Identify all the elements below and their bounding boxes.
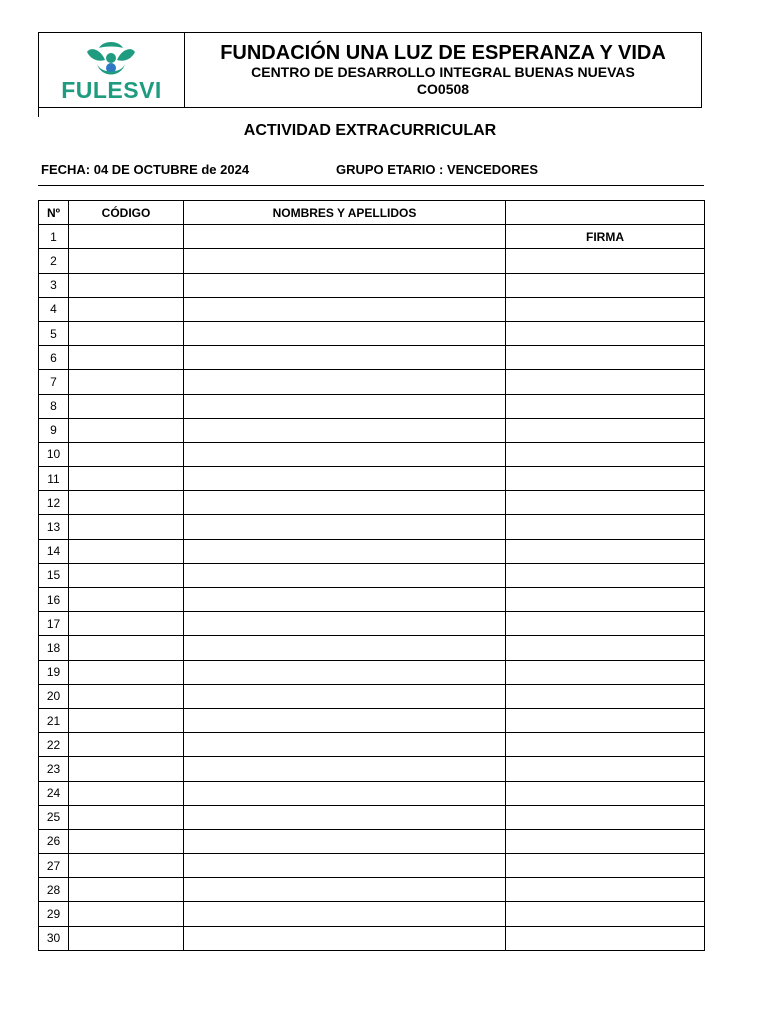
- table-header-row: [39, 201, 705, 225]
- row-number: 23: [39, 757, 69, 781]
- names-cell[interactable]: [184, 249, 506, 273]
- signature-cell[interactable]: [506, 733, 705, 757]
- table-row: [39, 370, 705, 394]
- names-cell[interactable]: [184, 636, 506, 660]
- table-row: [39, 225, 705, 249]
- row-number: 22: [39, 733, 69, 757]
- attendance-table: [38, 200, 705, 951]
- names-cell[interactable]: [184, 733, 506, 757]
- signature-cell[interactable]: [506, 539, 705, 563]
- names-cell[interactable]: [184, 926, 506, 950]
- code-cell[interactable]: [69, 733, 184, 757]
- names-cell[interactable]: [184, 225, 506, 249]
- code-cell[interactable]: [69, 394, 184, 418]
- logo-cell: [39, 33, 185, 107]
- names-cell[interactable]: [184, 321, 506, 345]
- names-cell[interactable]: [184, 467, 506, 491]
- signature-cell[interactable]: [506, 660, 705, 684]
- code-cell[interactable]: [69, 660, 184, 684]
- border-tick: [38, 108, 39, 117]
- names-cell[interactable]: [184, 660, 506, 684]
- signature-cell[interactable]: [506, 491, 705, 515]
- names-cell[interactable]: [184, 346, 506, 370]
- code-cell[interactable]: [69, 297, 184, 321]
- signature-cell[interactable]: [506, 394, 705, 418]
- table-row: [39, 467, 705, 491]
- code-cell[interactable]: [69, 878, 184, 902]
- table-row: [39, 249, 705, 273]
- table-row: [39, 805, 705, 829]
- row-number: 18: [39, 636, 69, 660]
- table-row: [39, 346, 705, 370]
- code-cell[interactable]: [69, 854, 184, 878]
- code-cell[interactable]: [69, 370, 184, 394]
- date-field: FECHA: 04 DE OCTUBRE de 2024: [41, 162, 250, 177]
- row-number: 30: [39, 926, 69, 950]
- table-row: [39, 612, 705, 636]
- names-cell[interactable]: [184, 805, 506, 829]
- row-number: 10: [39, 442, 69, 466]
- divider: [38, 185, 704, 186]
- code-cell[interactable]: [69, 805, 184, 829]
- row-number: 28: [39, 878, 69, 902]
- names-cell[interactable]: [184, 902, 506, 926]
- signature-cell[interactable]: [506, 684, 705, 708]
- table-row: [39, 442, 705, 466]
- signature-cell[interactable]: [506, 321, 705, 345]
- table-row: [39, 708, 705, 732]
- code-cell[interactable]: [69, 926, 184, 950]
- center-code: CO0508: [416, 81, 470, 97]
- code-cell[interactable]: [69, 467, 184, 491]
- row-number: 21: [39, 708, 69, 732]
- signature-cell[interactable]: [506, 418, 705, 442]
- row-number: 8: [39, 394, 69, 418]
- table-row: [39, 684, 705, 708]
- table-row: [39, 539, 705, 563]
- row-number: 19: [39, 660, 69, 684]
- code-cell[interactable]: [69, 636, 184, 660]
- row-number: 26: [39, 829, 69, 853]
- code-cell[interactable]: [69, 612, 184, 636]
- code-cell[interactable]: [69, 563, 184, 587]
- header-names: NOMBRES Y APELLIDOS: [184, 201, 506, 225]
- code-cell[interactable]: [69, 321, 184, 345]
- signature-cell[interactable]: [506, 781, 705, 805]
- names-cell[interactable]: [184, 418, 506, 442]
- names-cell[interactable]: [184, 829, 506, 853]
- age-group-field: GRUPO ETARIO : VENCEDORES: [336, 162, 539, 177]
- names-cell[interactable]: [184, 588, 506, 612]
- signature-cell[interactable]: [506, 249, 705, 273]
- signature-cell[interactable]: [506, 273, 705, 297]
- table-row: [39, 636, 705, 660]
- code-cell[interactable]: [69, 491, 184, 515]
- table-row: [39, 563, 705, 587]
- row-number: 29: [39, 902, 69, 926]
- code-cell[interactable]: [69, 273, 184, 297]
- signature-cell[interactable]: [506, 902, 705, 926]
- signature-cell[interactable]: [506, 442, 705, 466]
- signature-label[interactable]: FIRMA: [506, 225, 705, 249]
- signature-cell[interactable]: [506, 588, 705, 612]
- table-row: [39, 660, 705, 684]
- row-number: 24: [39, 781, 69, 805]
- signature-cell[interactable]: [506, 370, 705, 394]
- table-row: [39, 491, 705, 515]
- logo-text: FULESVI: [61, 77, 162, 103]
- names-cell[interactable]: [184, 612, 506, 636]
- code-cell[interactable]: [69, 781, 184, 805]
- table-row: [39, 321, 705, 345]
- signature-cell[interactable]: [506, 926, 705, 950]
- code-cell[interactable]: [69, 346, 184, 370]
- names-cell[interactable]: [184, 515, 506, 539]
- row-number: 6: [39, 346, 69, 370]
- row-number: 12: [39, 491, 69, 515]
- signature-cell[interactable]: [506, 346, 705, 370]
- header-signature-blank: [506, 201, 705, 225]
- table-row: [39, 781, 705, 805]
- row-number: 17: [39, 612, 69, 636]
- table-row: [39, 394, 705, 418]
- row-number: 1: [39, 225, 69, 249]
- code-cell[interactable]: [69, 684, 184, 708]
- code-cell[interactable]: [69, 829, 184, 853]
- names-cell[interactable]: [184, 563, 506, 587]
- signature-cell[interactable]: [506, 878, 705, 902]
- names-cell[interactable]: [184, 442, 506, 466]
- code-cell[interactable]: [69, 249, 184, 273]
- table-row: [39, 854, 705, 878]
- row-number: 4: [39, 297, 69, 321]
- names-cell[interactable]: [184, 684, 506, 708]
- row-number: 11: [39, 467, 69, 491]
- center-name: CENTRO DE DESARROLLO INTEGRAL BUENAS NUEVAS: [251, 64, 635, 80]
- code-cell[interactable]: [69, 442, 184, 466]
- table-row: [39, 926, 705, 950]
- table-row: [39, 878, 705, 902]
- table-row: [39, 588, 705, 612]
- row-number: 27: [39, 854, 69, 878]
- row-number: 25: [39, 805, 69, 829]
- names-cell[interactable]: [184, 394, 506, 418]
- title-cell: [185, 33, 701, 107]
- signature-cell[interactable]: [506, 612, 705, 636]
- header-code: CÓDIGO: [69, 201, 184, 225]
- header-number: Nº: [39, 201, 69, 225]
- row-number: 5: [39, 321, 69, 345]
- names-cell[interactable]: [184, 491, 506, 515]
- row-number: 16: [39, 588, 69, 612]
- organization-name: FUNDACIÓN UNA LUZ DE ESPERANZA Y VIDA: [220, 42, 666, 64]
- code-cell[interactable]: [69, 708, 184, 732]
- code-cell[interactable]: [69, 515, 184, 539]
- names-cell[interactable]: [184, 370, 506, 394]
- signature-cell[interactable]: [506, 708, 705, 732]
- activity-title: ACTIVIDAD EXTRACURRICULAR: [243, 122, 497, 139]
- code-cell[interactable]: [69, 539, 184, 563]
- document-header: [38, 32, 702, 108]
- names-cell[interactable]: [184, 297, 506, 321]
- names-cell[interactable]: [184, 273, 506, 297]
- signature-cell[interactable]: [506, 854, 705, 878]
- table-row: [39, 273, 705, 297]
- table-row: [39, 515, 705, 539]
- names-cell[interactable]: [184, 878, 506, 902]
- names-cell[interactable]: [184, 854, 506, 878]
- table-row: [39, 297, 705, 321]
- row-number: 2: [39, 249, 69, 273]
- table-row: [39, 902, 705, 926]
- row-number: 3: [39, 273, 69, 297]
- signature-cell[interactable]: [506, 563, 705, 587]
- names-cell[interactable]: [184, 539, 506, 563]
- table-row: [39, 829, 705, 853]
- signature-cell[interactable]: [506, 467, 705, 491]
- table-row: [39, 733, 705, 757]
- names-cell[interactable]: [184, 757, 506, 781]
- signature-cell[interactable]: [506, 297, 705, 321]
- names-cell[interactable]: [184, 781, 506, 805]
- signature-cell[interactable]: [506, 515, 705, 539]
- code-cell[interactable]: [69, 757, 184, 781]
- row-number: 14: [39, 539, 69, 563]
- row-number: 15: [39, 563, 69, 587]
- signature-cell[interactable]: [506, 805, 705, 829]
- signature-cell[interactable]: [506, 636, 705, 660]
- row-number: 9: [39, 418, 69, 442]
- names-cell[interactable]: [184, 708, 506, 732]
- signature-cell[interactable]: [506, 757, 705, 781]
- row-number: 13: [39, 515, 69, 539]
- code-cell[interactable]: [69, 902, 184, 926]
- fulesvi-logo-icon: [77, 38, 145, 80]
- code-cell[interactable]: [69, 225, 184, 249]
- code-cell[interactable]: [69, 588, 184, 612]
- table-row: [39, 418, 705, 442]
- table-row: [39, 757, 705, 781]
- row-number: 20: [39, 684, 69, 708]
- code-cell[interactable]: [69, 418, 184, 442]
- signature-cell[interactable]: [506, 829, 705, 853]
- row-number: 7: [39, 370, 69, 394]
